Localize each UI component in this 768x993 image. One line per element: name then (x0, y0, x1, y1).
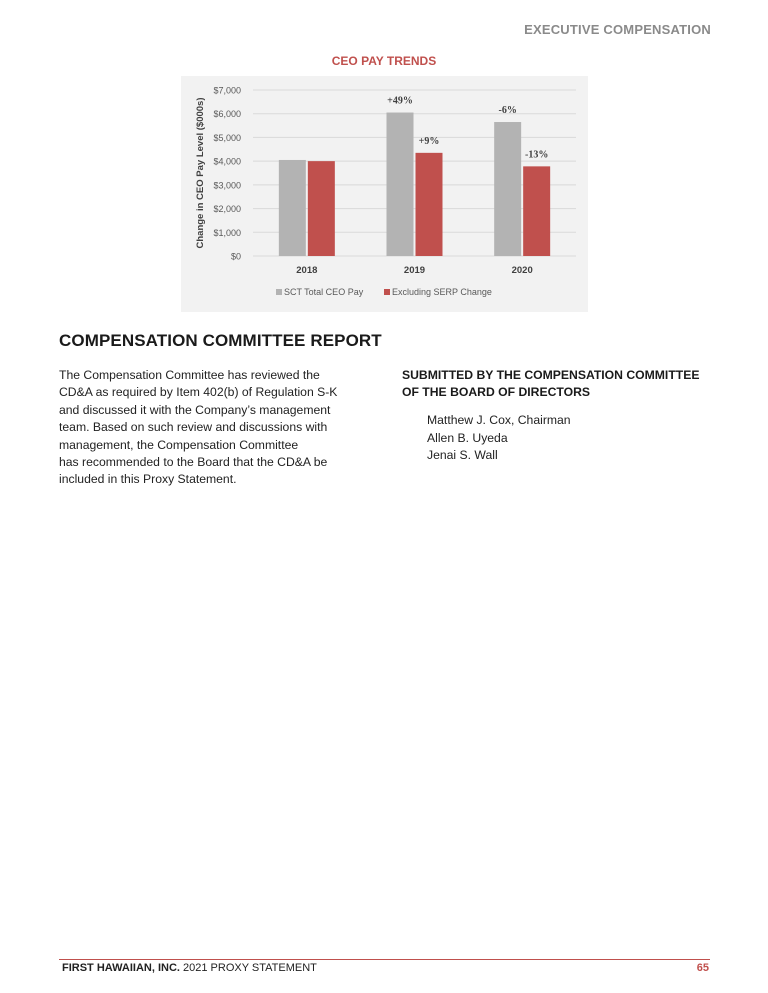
bar-excluding-serp-change-2020 (523, 166, 550, 256)
x-tick-label: 2019 (403, 265, 426, 276)
y-tick-label: $3,000 (213, 180, 241, 191)
legend-swatch (276, 289, 282, 295)
footer-doc (62, 962, 317, 974)
submitted-by-heading (402, 367, 722, 402)
bar-excluding-serp-change-2019 (416, 153, 443, 256)
x-tick-label: 2020 (511, 265, 533, 276)
y-tick-label: $7,000 (213, 85, 241, 96)
committee-member: Jenai S. Wall (427, 448, 498, 463)
data-label: +49% (387, 95, 413, 107)
bar-sct-total-ceo-pay-2020 (494, 122, 521, 256)
y-tick-label: $5,000 (213, 132, 241, 143)
data-label: -13% (524, 149, 549, 161)
y-axis-label: Change in CEO Pay Level ($000s) (195, 97, 206, 249)
section-header: EXECUTIVE COMPENSATION (524, 22, 711, 37)
ceo-pay-chart (181, 76, 588, 312)
report-body-line: CD&A as required by Item 402(b) of Regulation S-K (59, 385, 338, 400)
committee-member: Matthew J. Cox, Chairman (427, 413, 571, 427)
chart-svg (181, 76, 588, 312)
committee-member: Allen B. Uyeda (427, 430, 508, 445)
footer-rule (59, 959, 710, 960)
committee-members (427, 412, 571, 465)
data-label: -6% (498, 105, 517, 117)
legend-swatch (384, 289, 390, 295)
page-number: 65 (696, 962, 709, 974)
report-body-line: The Compensation Committee has reviewed the (59, 368, 320, 382)
y-tick-label: $2,000 (213, 204, 241, 215)
footer-company: FIRST HAWAIIAN, INC. (62, 962, 180, 974)
report-title: COMPENSATION COMMITTEE REPORT (59, 331, 382, 350)
submitted-line: SUBMITTED BY THE COMPENSATION COMMITTEE (402, 368, 700, 382)
submitted-line: OF THE BOARD OF DIRECTORS (402, 385, 591, 400)
y-tick-label: $6,000 (213, 109, 241, 120)
legend-label: Excluding SERP Change (392, 287, 492, 297)
report-body (59, 367, 369, 489)
bar-sct-total-ceo-pay-2019 (387, 113, 414, 256)
report-body-line: and discussed it with the Company’s management (59, 402, 331, 417)
y-tick-label: $1,000 (213, 227, 241, 238)
data-label: +9% (418, 135, 440, 147)
bar-excluding-serp-change-2018 (308, 161, 335, 256)
x-tick-label: 2018 (296, 265, 318, 276)
bar-sct-total-ceo-pay-2018 (279, 160, 306, 256)
footer-doc-title: 2021 PROXY STATEMENT (183, 962, 317, 974)
legend-label: SCT Total CEO Pay (284, 287, 364, 297)
y-tick-label: $4,000 (213, 156, 241, 167)
report-body-line: team. Based on such review and discussions with (59, 420, 328, 435)
report-body-line: has recommended to the Board that the CD&A be (59, 455, 328, 470)
report-body-line: included in this Proxy Statement. (59, 472, 237, 487)
report-body-line: management, the Compensation Committee (59, 437, 299, 452)
chart-title: CEO PAY TRENDS (331, 54, 437, 68)
y-tick-label: $0 (230, 251, 241, 262)
